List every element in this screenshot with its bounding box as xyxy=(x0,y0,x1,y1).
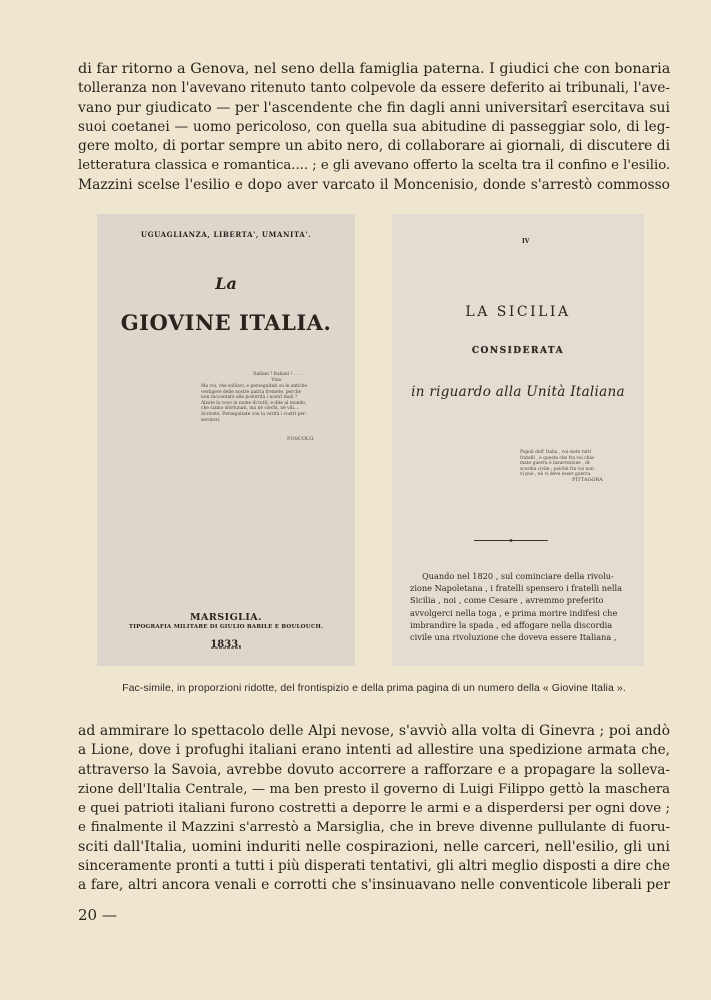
text-line: attraverso la Savoia, avrebbe dovuto accorrere a rafforzare e a propagare la solleva- xyxy=(78,761,670,778)
epigraph-author: FOSCOLO. xyxy=(287,436,315,442)
body-line: civile una rivoluzione che doveva essere Italiana , xyxy=(410,632,617,643)
text-line: sinceramente pronti a tutti i più disperati tentativi, gli altri meglio disposti a dire che xyxy=(78,858,670,875)
epigraph-author: PITTAGORA xyxy=(572,477,603,483)
bottom-paragraph xyxy=(78,722,670,896)
epigraph-line: Ma voi, che solliavi, e perseguitati su le antiche xyxy=(201,384,308,389)
plate-printer: TIPOGRAFIA MILITARE DI GIULIO BARILE E BOULOUCH. xyxy=(128,624,324,630)
issue-number: IV xyxy=(522,238,530,245)
epigraph-line: mate guerra è insurrezione , di- xyxy=(520,461,591,467)
plate-motto: UGUAGLIANZA, LIBERTA', UMANITA'. xyxy=(140,230,312,239)
top-paragraph xyxy=(78,60,670,195)
plate-city: MARSIGLIA. xyxy=(189,612,262,623)
epigraph-line: Vino. xyxy=(271,377,283,383)
plate-subject: in riguardo alla Unità Italiana xyxy=(411,384,625,400)
text-line: a Lione, dove i profughi italiani erano intenti ad allestire una spedizione armata che, xyxy=(78,742,670,759)
epigraph-block xyxy=(201,384,341,423)
text-line: suoi coetanei — uomo pericoloso, con quella sua abitudine di passeggiar solo, di leg- xyxy=(78,118,670,135)
text-line: vano pur giudicato — per l'ascendente che fin dagli anni universitarî esercitava sui xyxy=(78,99,670,116)
text-line: letteratura classica e romantica.... ; e gli avevano offerto la scelta tra il confino e l'esilio. xyxy=(78,158,671,174)
first-page-plate xyxy=(392,214,644,666)
epigraph-line: Scrivete. Perseguitate con la verità i vostri per- xyxy=(201,411,307,417)
text-line: zione dell'Italia Centrale, — ma ben presto il governo di Luigi Filippo gettò la maschera xyxy=(78,781,670,797)
epigraph-line: scordia civile ; poichè fra voi non xyxy=(520,466,594,472)
body-line: Sicilia , noi , come Cesare , avremmo preferito xyxy=(410,595,604,606)
epigraph-line: che siamo sfortunati, ma nè ciechi, nè vili.... xyxy=(201,406,300,412)
plate-title: GIOVINE ITALIA. xyxy=(120,310,332,335)
text-line: a fare, altri ancora venali e corrotti che s'insinuavano nelle conventicole liberali per xyxy=(78,877,670,894)
plate-divider xyxy=(474,527,548,529)
plate-subtitle: CONSIDERATA xyxy=(471,346,565,356)
body-line: Quando nel 1820 , sul cominciare della rivolu- xyxy=(422,571,614,581)
text-line: sciti dall'Italia, uomini induriti nelle cospirazioni, nelle carceri, nell'esilio, gli uni xyxy=(78,838,670,855)
epigraph-line: Popoli dell' Italia , voi siete tutti xyxy=(520,450,592,455)
frontispiece-plate xyxy=(97,214,355,666)
figure-caption: Fac-simile, in proporzioni ridotte, del frontispizio e della prima pagina di un numero della « Giovine Italia ». xyxy=(122,682,626,694)
text-line: di far ritorno a Genova, nel seno della famiglia paterna. I giudici che con bonaria xyxy=(78,61,671,77)
plate-title: LA SICILIA xyxy=(465,304,571,320)
epigraph-line: secutori. xyxy=(201,417,221,423)
page-number: 20 — xyxy=(78,906,117,924)
body-line: avvolgerci nella toga , e prima morire indifesi che xyxy=(410,607,618,618)
epigraph-heading xyxy=(217,372,337,383)
body-line: zione Napoletana , i fratelli spensero i fratelli nella xyxy=(410,583,622,594)
text-line: Mazzini scelse l'esilio e dopo aver varcato il Moncenisio, donde s'arrestò commosso xyxy=(78,176,670,193)
text-line: gere molto, di portar sempre un abito nero, di collaborare ai giornali, di discutere di xyxy=(78,138,670,155)
text-line: e finalmente il Mazzini s'arrestò a Marsiglia, che in breve divenne pullulante di fuoru- xyxy=(78,820,670,836)
epigraph-line: vestigere delle nostre patria fremete, perchè xyxy=(201,389,302,395)
epigraph-line: Italiani ! Italiani ! . . . xyxy=(253,372,301,377)
text-line: tolleranza non l'avevano ritenuto tanto colpevole da essere deferito ai tribunali, l'ave- xyxy=(78,80,670,97)
epigraph-line: vi può , nè vi deve esser guerra. xyxy=(520,472,592,478)
epigraph-line: Alzate la voce in nome di tutti, e dite al mondo, xyxy=(201,400,307,406)
epigraph-line: non raccontate alle posterità i nostri mali ? xyxy=(201,395,298,401)
plate-body xyxy=(410,570,636,643)
text-line: ad ammirare lo spettacolo delle Alpi nevose, s'avviò alla volta di Ginevra ; poi andò xyxy=(78,723,670,739)
epigraph-line: fratelli , e questa che fra voi chia- xyxy=(520,455,596,461)
plate-year: 1833. xyxy=(210,639,242,650)
body-line: imbrandire la spada , ed affogare nella discordia xyxy=(410,619,613,630)
plate-article: La xyxy=(215,274,237,293)
epigraph-block xyxy=(520,450,630,478)
text-line: e quei patrioti italiani furono costretti a deporre le armi e a disperdersi per ogni dove ; xyxy=(78,801,670,817)
